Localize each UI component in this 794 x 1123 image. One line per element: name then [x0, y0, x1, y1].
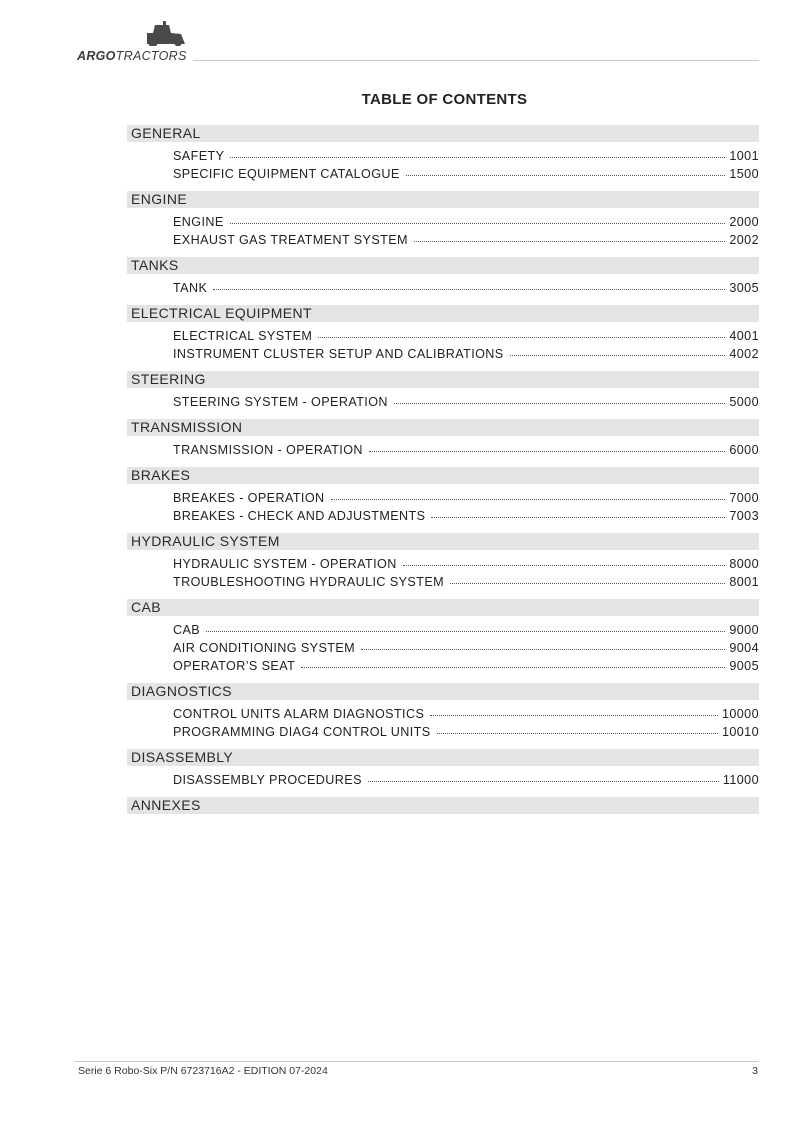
- toc-entry-page: 9000: [729, 623, 759, 637]
- toc-entry-label: SAFETY: [173, 149, 225, 163]
- toc-entry-page: 8000: [729, 557, 759, 571]
- toc-entry-page: 4001: [729, 329, 759, 343]
- toc-section: [127, 533, 759, 599]
- toc-entry[interactable]: [173, 165, 759, 183]
- toc-entry-label: TROUBLESHOOTING HYDRAULIC SYSTEM: [173, 575, 445, 589]
- toc-entry-page: 8001: [729, 575, 759, 589]
- toc-entry[interactable]: [173, 573, 759, 591]
- toc-section: [127, 599, 759, 683]
- table-of-contents: [127, 125, 759, 814]
- toc-entry-page: 9004: [729, 641, 759, 655]
- section-heading[interactable]: DIAGNOSTICS: [127, 683, 759, 700]
- toc-entry-label: CONTROL UNITS ALARM DIAGNOSTICS: [173, 707, 425, 721]
- toc-entry-label: DISASSEMBLY PROCEDURES: [173, 773, 362, 787]
- dot-leader: [437, 721, 718, 734]
- section-heading[interactable]: ANNEXES: [127, 797, 759, 814]
- toc-entry-label: EXHAUST GAS TREATMENT SYSTEM: [173, 233, 408, 247]
- toc-entry-page: 2000: [729, 215, 759, 229]
- dot-leader: [368, 769, 719, 782]
- toc-section: [127, 257, 759, 305]
- toc-section: [127, 467, 759, 533]
- toc-entry-page: 11000: [722, 773, 759, 787]
- toc-section: [127, 797, 759, 814]
- toc-entry[interactable]: [173, 231, 759, 249]
- dot-leader: [430, 703, 718, 716]
- page-number: 3: [752, 1065, 758, 1077]
- toc-entry[interactable]: [173, 723, 759, 741]
- toc-entry-page: 1001: [729, 149, 759, 163]
- dot-leader: [230, 145, 725, 158]
- dot-leader: [510, 343, 726, 356]
- toc-entry-label: CAB: [173, 623, 201, 637]
- toc-entry-page: 6000: [729, 443, 759, 457]
- footer-document-info: Serie 6 Robo-Six P/N 6723716A2 - EDITION 07-2024: [78, 1065, 328, 1077]
- section-heading[interactable]: BRAKES: [127, 467, 759, 484]
- argo-tractors-logo: [75, 20, 195, 64]
- dot-leader: [301, 655, 725, 668]
- toc-entry-page: 3005: [729, 281, 759, 295]
- toc-entry[interactable]: [173, 393, 759, 411]
- dot-leader: [394, 391, 725, 404]
- section-heading[interactable]: TRANSMISSION: [127, 419, 759, 436]
- section-heading[interactable]: STEERING: [127, 371, 759, 388]
- dot-leader: [213, 277, 725, 290]
- toc-entry-label: INSTRUMENT CLUSTER SETUP AND CALIBRATIONS: [173, 347, 504, 361]
- dot-leader: [230, 211, 726, 224]
- tractor-icon: [133, 20, 191, 46]
- toc-section: [127, 305, 759, 371]
- toc-entry-page: 2002: [729, 233, 759, 247]
- section-heading[interactable]: GENERAL: [127, 125, 759, 142]
- toc-entry-label: OPERATOR’S SEAT: [173, 659, 296, 673]
- dot-leader: [206, 619, 725, 632]
- dot-leader: [369, 439, 725, 452]
- section-heading[interactable]: ENGINE: [127, 191, 759, 208]
- toc-entry-label: TANK: [173, 281, 208, 295]
- toc-entry-label: BREAKES - CHECK AND ADJUSTMENTS: [173, 509, 426, 523]
- toc-entry-label: AIR CONDITIONING SYSTEM: [173, 641, 356, 655]
- section-heading[interactable]: CAB: [127, 599, 759, 616]
- toc-entry-label: BREAKES - OPERATION: [173, 491, 325, 505]
- toc-entry[interactable]: [173, 657, 759, 675]
- dot-leader: [361, 637, 725, 650]
- toc-entry-page: 4002: [729, 347, 759, 361]
- toc-entry-label: TRANSMISSION - OPERATION: [173, 443, 363, 457]
- dot-leader: [414, 229, 725, 242]
- toc-entry-page: 10000: [721, 707, 759, 721]
- toc-entry[interactable]: [173, 345, 759, 363]
- dot-leader: [318, 325, 725, 338]
- page-header: [75, 20, 759, 64]
- footer-divider: [75, 1061, 759, 1062]
- dot-leader: [450, 571, 725, 584]
- section-heading[interactable]: DISASSEMBLY: [127, 749, 759, 766]
- toc-entry-page: 9005: [729, 659, 759, 673]
- brand-name: ARGOTRACTORS: [77, 49, 187, 63]
- toc-entry-label: HYDRAULIC SYSTEM - OPERATION: [173, 557, 397, 571]
- toc-entry-label: SPECIFIC EQUIPMENT CATALOGUE: [173, 167, 400, 181]
- toc-entry[interactable]: [173, 441, 759, 459]
- toc-section: [127, 683, 759, 749]
- toc-entry-label: ELECTRICAL SYSTEM: [173, 329, 313, 343]
- page-title: TABLE OF CONTENTS: [361, 91, 528, 108]
- section-heading[interactable]: ELECTRICAL EQUIPMENT: [127, 305, 759, 322]
- toc-entry-label: ENGINE: [173, 215, 224, 229]
- dot-leader: [431, 505, 725, 518]
- toc-entry-page: 5000: [729, 395, 759, 409]
- toc-entry[interactable]: [173, 279, 759, 297]
- toc-entry-page: 10010: [721, 725, 759, 739]
- toc-section: [127, 125, 759, 191]
- toc-section: [127, 371, 759, 419]
- toc-entry-page: 7003: [729, 509, 759, 523]
- dot-leader: [331, 487, 726, 500]
- section-heading[interactable]: HYDRAULIC SYSTEM: [127, 533, 759, 550]
- dot-leader: [403, 553, 726, 566]
- toc-entry-label: PROGRAMMING DIAG4 CONTROL UNITS: [173, 725, 431, 739]
- toc-entry-page: 7000: [729, 491, 759, 505]
- toc-section: [127, 191, 759, 257]
- toc-entry[interactable]: [173, 507, 759, 525]
- toc-entry-page: 1500: [729, 167, 759, 181]
- toc-entry[interactable]: [173, 771, 759, 789]
- section-heading[interactable]: TANKS: [127, 257, 759, 274]
- toc-section: [127, 419, 759, 467]
- header-divider: [193, 60, 759, 61]
- toc-entry-label: STEERING SYSTEM - OPERATION: [173, 395, 388, 409]
- dot-leader: [406, 163, 726, 176]
- toc-section: [127, 749, 759, 797]
